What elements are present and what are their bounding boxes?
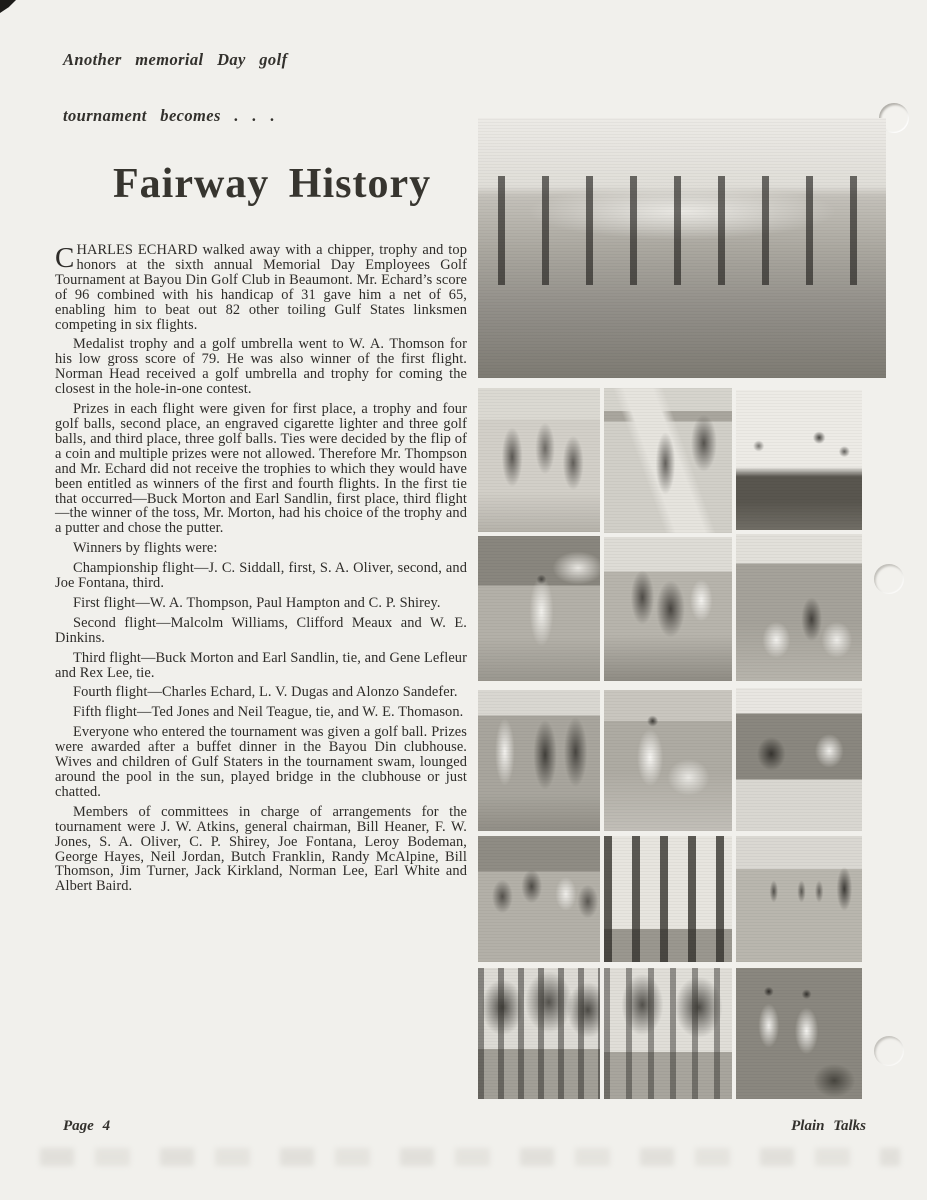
photo-r1c3 bbox=[736, 390, 862, 530]
lead-paragraph bbox=[55, 243, 467, 332]
photo-r5c2 bbox=[604, 968, 732, 1099]
photo-r1c1 bbox=[478, 388, 600, 532]
photo-r1c2 bbox=[604, 388, 732, 533]
scan-streak-artifact bbox=[40, 1148, 900, 1166]
body-paragraph: Medalist trophy and a golf umbrella went to W. A. Thomson for his low gross score of 79. He was also winner of the first flight. Norman Head received a golf umbrella and trophy for coming the closest in the hole-in-one contest. bbox=[55, 336, 467, 398]
body-paragraph: Prizes in each flight were given for first place, a trophy and four golf balls, second place, an engraved cigarette lighter and three golf balls, and third place, three golf balls. Ties were decided by the flip of a coin and multiple prizes were not allowed. Therefore Mr. Thompson and Mr. Echard did not receive the trophies to which they would have been entitled as winners of the first and fourth flights. In the first tie that occurred—Buck Morton and Earl Sandlin, first place, third flight—the winner of the toss, Mr. Morton, had his choice of the trophy and a putter and chose the putter. bbox=[55, 401, 467, 537]
binder-punch-hole bbox=[874, 1036, 904, 1066]
scan-corner-mark bbox=[0, 0, 16, 13]
photo-r3c1 bbox=[478, 690, 600, 831]
page-title: Fairway History bbox=[113, 161, 432, 207]
body-paragraphs bbox=[55, 337, 467, 894]
kicker-line-2: tournament becomes . . . bbox=[63, 106, 275, 125]
kicker-line-1: Another memorial Day golf bbox=[63, 50, 288, 69]
publication-name: Plain Talks bbox=[791, 1118, 866, 1134]
body-paragraph: First flight—W. A. Thompson, Paul Hampton and C. P. Shirey. bbox=[73, 594, 441, 611]
photo-r4c2 bbox=[604, 836, 732, 962]
body-paragraph: Fourth flight—Charles Echard, L. V. Dugas and Alonzo Sandefer. bbox=[73, 684, 458, 701]
photo-group bbox=[478, 118, 886, 378]
page-number: Page 4 bbox=[63, 1118, 111, 1134]
photo-r3c2 bbox=[604, 690, 732, 831]
body-paragraph: Championship flight—J. C. Siddall, first, S. A. Oliver, second, and Joe Fontana, third. bbox=[55, 560, 467, 592]
photo-r2c2 bbox=[604, 537, 732, 681]
body-paragraph: Winners by flights were: bbox=[73, 540, 218, 557]
photo-r4c3 bbox=[736, 836, 862, 962]
lead-paragraph-text: HARLES ECHARD walked away with a chipper, trophy and top honors at the sixth annual Memorial Day Employees Golf Tournament at Bayou Din Golf Club in Beaumont. Mr. Echard’s score of 96 combined with his handicap of 31 gave him a net of 65, enabling him to beat out 82 other toiling Gulf States linksmen competing in six flights. bbox=[55, 242, 467, 333]
body-paragraph: Third flight—Buck Morton and Earl Sandlin, tie, and Gene Lefleur and Rex Lee, tie. bbox=[55, 649, 467, 681]
body-paragraph: Second flight—Malcolm Williams, Clifford Meaux and W. E. Dinkins. bbox=[55, 614, 467, 646]
body-paragraph: Fifth flight—Ted Jones and Neil Teague, tie, and W. E. Thomason. bbox=[73, 704, 464, 721]
photo-r3c3 bbox=[736, 688, 862, 831]
article-column bbox=[55, 243, 467, 899]
photo-r2c1 bbox=[478, 536, 600, 681]
drop-cap: C bbox=[55, 242, 75, 274]
binder-punch-hole bbox=[874, 564, 904, 594]
photo-r5c1 bbox=[478, 968, 600, 1099]
photo-r4c1 bbox=[478, 836, 600, 962]
photo-r5c3 bbox=[736, 968, 862, 1099]
photo-r2c3 bbox=[736, 534, 862, 681]
body-paragraph: Everyone who entered the tournament was given a golf ball. Prizes were awarded after a buffet dinner in the Bayou Din clubhouse. Wives and children of Gulf Staters in the tournament swam, lounged around the pool in the sun, played bridge in the clubhouse or just chatted. bbox=[55, 724, 467, 800]
body-paragraph: Members of committees in charge of arrangements for the tournament were J. W. Atkins, general chairman, Bill Heaner, F. W. Jones, S. A. Oliver, C. P. Shirey, Joe Fontana, Leroy Bodeman, George Hayes, Neil Jordan, Butch Franklin, Randy McAlpine, Bill Thomson, Jim Turner, Jack Kirkland, Norman Lee, Earl White and Albert Baird. bbox=[55, 803, 467, 895]
